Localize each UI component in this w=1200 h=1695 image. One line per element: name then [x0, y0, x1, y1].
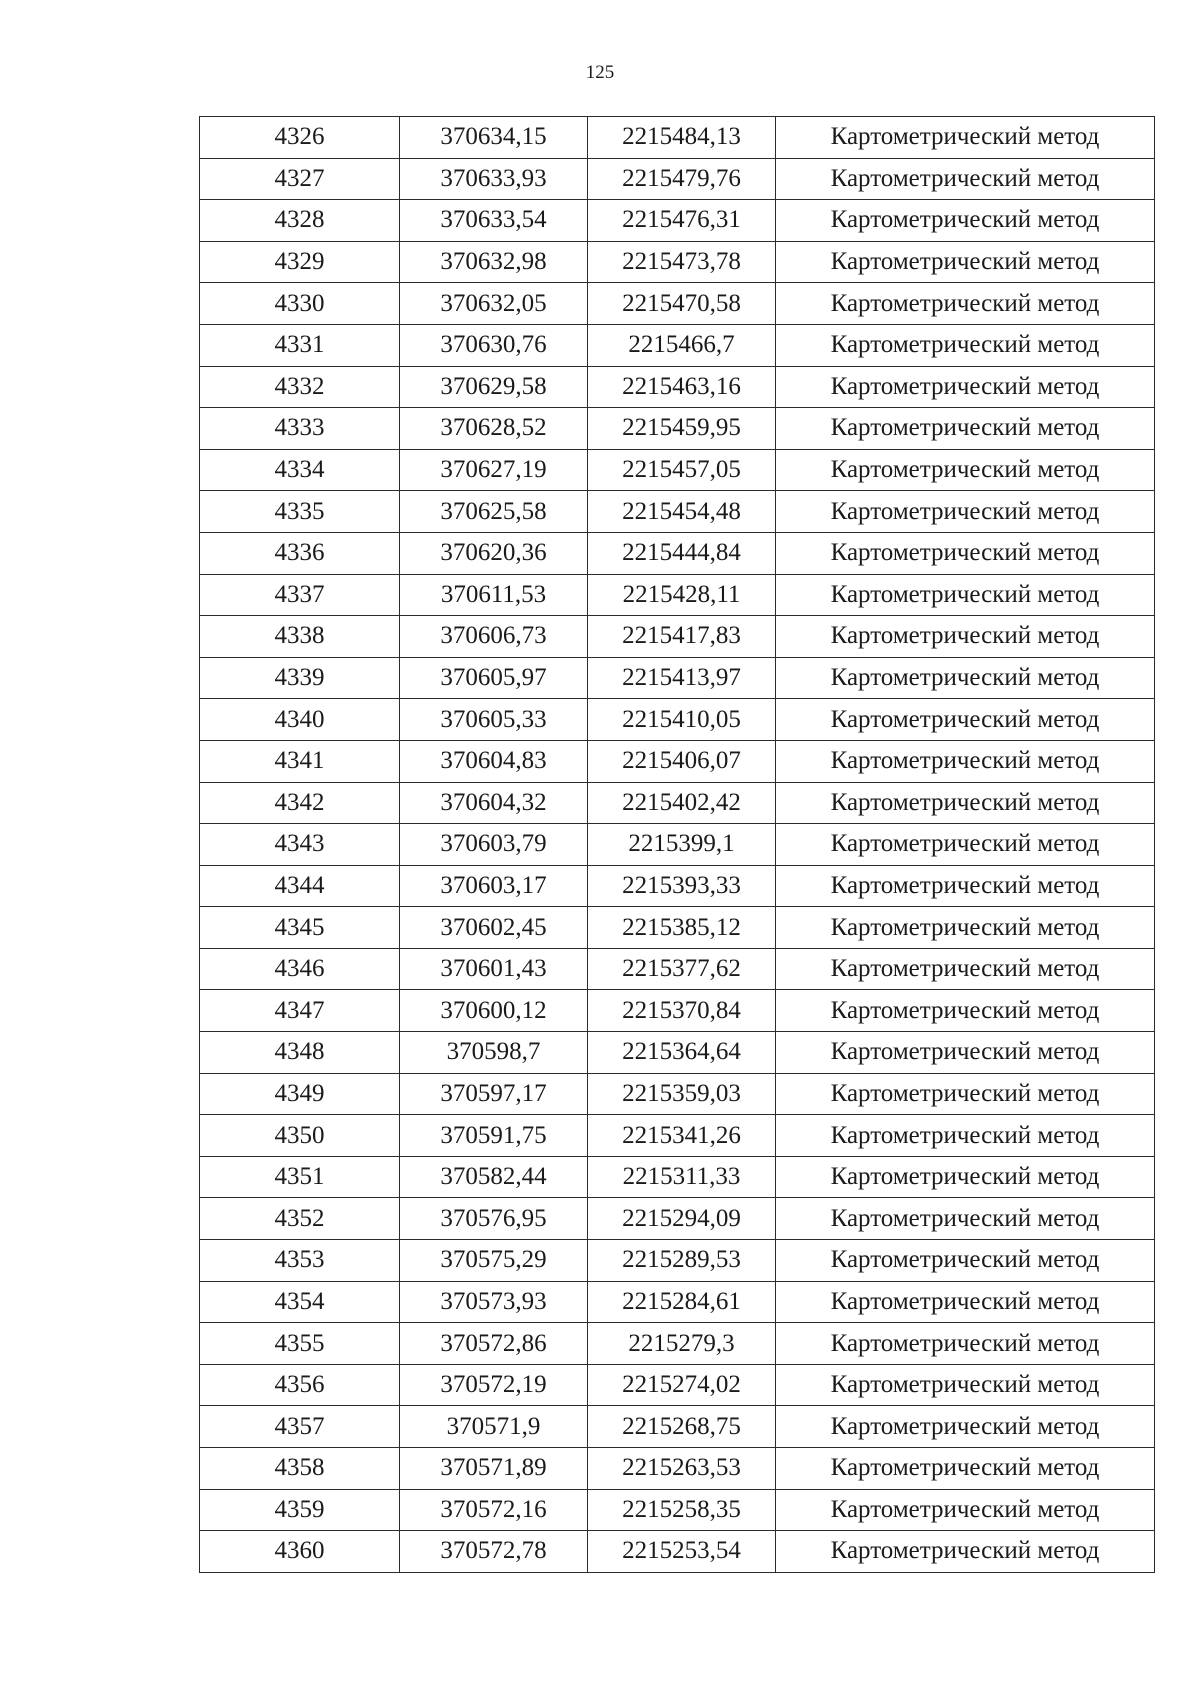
- table-row: [200, 158, 1155, 200]
- point-number-cell: 4327: [200, 158, 400, 200]
- coordinates-table: [199, 116, 1155, 1573]
- y-coordinate-cell: 2215406,07: [588, 740, 776, 782]
- point-number-cell: 4338: [200, 616, 400, 658]
- table-row: [200, 449, 1155, 491]
- y-coordinate-cell: 2215457,05: [588, 449, 776, 491]
- table-row: [200, 657, 1155, 699]
- point-number-cell: 4326: [200, 117, 400, 159]
- table-row: [200, 616, 1155, 658]
- table-row: [200, 1281, 1155, 1323]
- method-cell: Картометрический метод: [776, 865, 1155, 907]
- point-number-cell: 4345: [200, 907, 400, 949]
- table-row: [200, 1364, 1155, 1406]
- method-cell: Картометрический метод: [776, 1364, 1155, 1406]
- method-cell: Картометрический метод: [776, 449, 1155, 491]
- point-number-cell: 4328: [200, 200, 400, 242]
- x-coordinate-cell: 370603,79: [400, 824, 588, 866]
- y-coordinate-cell: 2215385,12: [588, 907, 776, 949]
- table-row: [200, 324, 1155, 366]
- x-coordinate-cell: 370597,17: [400, 1073, 588, 1115]
- method-cell: Картометрический метод: [776, 907, 1155, 949]
- point-number-cell: 4333: [200, 408, 400, 450]
- table-row: [200, 117, 1155, 159]
- method-cell: Картометрический метод: [776, 948, 1155, 990]
- method-cell: Картометрический метод: [776, 200, 1155, 242]
- method-cell: Картометрический метод: [776, 1198, 1155, 1240]
- x-coordinate-cell: 370602,45: [400, 907, 588, 949]
- method-cell: Картометрический метод: [776, 1240, 1155, 1282]
- point-number-cell: 4360: [200, 1531, 400, 1573]
- table-row: [200, 782, 1155, 824]
- table-row: [200, 1406, 1155, 1448]
- method-cell: Картометрический метод: [776, 1115, 1155, 1157]
- method-cell: Картометрический метод: [776, 241, 1155, 283]
- x-coordinate-cell: 370604,83: [400, 740, 588, 782]
- point-number-cell: 4352: [200, 1198, 400, 1240]
- table-row: [200, 532, 1155, 574]
- table-row: [200, 948, 1155, 990]
- x-coordinate-cell: 370572,16: [400, 1489, 588, 1531]
- x-coordinate-cell: 370627,19: [400, 449, 588, 491]
- method-cell: Картометрический метод: [776, 366, 1155, 408]
- method-cell: Картометрический метод: [776, 1281, 1155, 1323]
- table-row: [200, 824, 1155, 866]
- method-cell: Картометрический метод: [776, 158, 1155, 200]
- y-coordinate-cell: 2215413,97: [588, 657, 776, 699]
- x-coordinate-cell: 370606,73: [400, 616, 588, 658]
- x-coordinate-cell: 370591,75: [400, 1115, 588, 1157]
- x-coordinate-cell: 370611,53: [400, 574, 588, 616]
- point-number-cell: 4332: [200, 366, 400, 408]
- table-row: [200, 574, 1155, 616]
- method-cell: Картометрический метод: [776, 657, 1155, 699]
- x-coordinate-cell: 370571,9: [400, 1406, 588, 1448]
- point-number-cell: 4357: [200, 1406, 400, 1448]
- y-coordinate-cell: 2215274,02: [588, 1364, 776, 1406]
- table-row: [200, 200, 1155, 242]
- x-coordinate-cell: 370620,36: [400, 532, 588, 574]
- point-number-cell: 4341: [200, 740, 400, 782]
- x-coordinate-cell: 370571,89: [400, 1448, 588, 1490]
- method-cell: Картометрический метод: [776, 324, 1155, 366]
- x-coordinate-cell: 370572,86: [400, 1323, 588, 1365]
- y-coordinate-cell: 2215444,84: [588, 532, 776, 574]
- table-row: [200, 1531, 1155, 1573]
- y-coordinate-cell: 2215402,42: [588, 782, 776, 824]
- y-coordinate-cell: 2215377,62: [588, 948, 776, 990]
- method-cell: Картометрический метод: [776, 532, 1155, 574]
- table-row: [200, 283, 1155, 325]
- method-cell: Картометрический метод: [776, 1032, 1155, 1074]
- method-cell: Картометрический метод: [776, 408, 1155, 450]
- y-coordinate-cell: 2215410,05: [588, 699, 776, 741]
- page-number: 125: [585, 62, 615, 83]
- point-number-cell: 4346: [200, 948, 400, 990]
- x-coordinate-cell: 370625,58: [400, 491, 588, 533]
- table-row: [200, 699, 1155, 741]
- method-cell: Картометрический метод: [776, 491, 1155, 533]
- y-coordinate-cell: 2215359,03: [588, 1073, 776, 1115]
- table-row: [200, 1323, 1155, 1365]
- point-number-cell: 4350: [200, 1115, 400, 1157]
- y-coordinate-cell: 2215268,75: [588, 1406, 776, 1448]
- y-coordinate-cell: 2215258,35: [588, 1489, 776, 1531]
- y-coordinate-cell: 2215459,95: [588, 408, 776, 450]
- y-coordinate-cell: 2215484,13: [588, 117, 776, 159]
- table-row: [200, 1032, 1155, 1074]
- table-row: [200, 366, 1155, 408]
- y-coordinate-cell: 2215393,33: [588, 865, 776, 907]
- y-coordinate-cell: 2215470,58: [588, 283, 776, 325]
- method-cell: Картометрический метод: [776, 1531, 1155, 1573]
- x-coordinate-cell: 370582,44: [400, 1156, 588, 1198]
- x-coordinate-cell: 370632,98: [400, 241, 588, 283]
- table-row: [200, 1489, 1155, 1531]
- x-coordinate-cell: 370573,93: [400, 1281, 588, 1323]
- point-number-cell: 4335: [200, 491, 400, 533]
- table-row: [200, 740, 1155, 782]
- y-coordinate-cell: 2215364,64: [588, 1032, 776, 1074]
- x-coordinate-cell: 370634,15: [400, 117, 588, 159]
- method-cell: Картометрический метод: [776, 1073, 1155, 1115]
- table-row: [200, 1156, 1155, 1198]
- x-coordinate-cell: 370598,7: [400, 1032, 588, 1074]
- table-row: [200, 990, 1155, 1032]
- x-coordinate-cell: 370628,52: [400, 408, 588, 450]
- method-cell: Картометрический метод: [776, 990, 1155, 1032]
- y-coordinate-cell: 2215479,76: [588, 158, 776, 200]
- y-coordinate-cell: 2215476,31: [588, 200, 776, 242]
- x-coordinate-cell: 370605,33: [400, 699, 588, 741]
- y-coordinate-cell: 2215473,78: [588, 241, 776, 283]
- point-number-cell: 4343: [200, 824, 400, 866]
- point-number-cell: 4349: [200, 1073, 400, 1115]
- y-coordinate-cell: 2215370,84: [588, 990, 776, 1032]
- method-cell: Картометрический метод: [776, 1448, 1155, 1490]
- point-number-cell: 4356: [200, 1364, 400, 1406]
- point-number-cell: 4340: [200, 699, 400, 741]
- table-row: [200, 1240, 1155, 1282]
- y-coordinate-cell: 2215463,16: [588, 366, 776, 408]
- x-coordinate-cell: 370633,93: [400, 158, 588, 200]
- point-number-cell: 4342: [200, 782, 400, 824]
- method-cell: Картометрический метод: [776, 1489, 1155, 1531]
- y-coordinate-cell: 2215417,83: [588, 616, 776, 658]
- x-coordinate-cell: 370572,19: [400, 1364, 588, 1406]
- table-row: [200, 865, 1155, 907]
- x-coordinate-cell: 370575,29: [400, 1240, 588, 1282]
- y-coordinate-cell: 2215428,11: [588, 574, 776, 616]
- y-coordinate-cell: 2215294,09: [588, 1198, 776, 1240]
- point-number-cell: 4331: [200, 324, 400, 366]
- x-coordinate-cell: 370603,17: [400, 865, 588, 907]
- coordinates-table-body: [200, 117, 1155, 1573]
- table-row: [200, 491, 1155, 533]
- table-row: [200, 1115, 1155, 1157]
- x-coordinate-cell: 370572,78: [400, 1531, 588, 1573]
- method-cell: Картометрический метод: [776, 1406, 1155, 1448]
- method-cell: Картометрический метод: [776, 699, 1155, 741]
- x-coordinate-cell: 370604,32: [400, 782, 588, 824]
- point-number-cell: 4358: [200, 1448, 400, 1490]
- table-row: [200, 1073, 1155, 1115]
- point-number-cell: 4334: [200, 449, 400, 491]
- y-coordinate-cell: 2215279,3: [588, 1323, 776, 1365]
- point-number-cell: 4336: [200, 532, 400, 574]
- table-row: [200, 907, 1155, 949]
- x-coordinate-cell: 370633,54: [400, 200, 588, 242]
- method-cell: Картометрический метод: [776, 117, 1155, 159]
- table-row: [200, 408, 1155, 450]
- y-coordinate-cell: 2215284,61: [588, 1281, 776, 1323]
- point-number-cell: 4339: [200, 657, 400, 699]
- point-number-cell: 4359: [200, 1489, 400, 1531]
- y-coordinate-cell: 2215263,53: [588, 1448, 776, 1490]
- point-number-cell: 4355: [200, 1323, 400, 1365]
- point-number-cell: 4330: [200, 283, 400, 325]
- x-coordinate-cell: 370605,97: [400, 657, 588, 699]
- x-coordinate-cell: 370630,76: [400, 324, 588, 366]
- method-cell: Картометрический метод: [776, 574, 1155, 616]
- point-number-cell: 4348: [200, 1032, 400, 1074]
- y-coordinate-cell: 2215311,33: [588, 1156, 776, 1198]
- y-coordinate-cell: 2215399,1: [588, 824, 776, 866]
- point-number-cell: 4353: [200, 1240, 400, 1282]
- y-coordinate-cell: 2215253,54: [588, 1531, 776, 1573]
- y-coordinate-cell: 2215341,26: [588, 1115, 776, 1157]
- point-number-cell: 4351: [200, 1156, 400, 1198]
- x-coordinate-cell: 370576,95: [400, 1198, 588, 1240]
- point-number-cell: 4347: [200, 990, 400, 1032]
- table-row: [200, 1448, 1155, 1490]
- point-number-cell: 4337: [200, 574, 400, 616]
- x-coordinate-cell: 370632,05: [400, 283, 588, 325]
- method-cell: Картометрический метод: [776, 616, 1155, 658]
- x-coordinate-cell: 370601,43: [400, 948, 588, 990]
- method-cell: Картометрический метод: [776, 1323, 1155, 1365]
- method-cell: Картометрический метод: [776, 782, 1155, 824]
- y-coordinate-cell: 2215454,48: [588, 491, 776, 533]
- method-cell: Картометрический метод: [776, 824, 1155, 866]
- method-cell: Картометрический метод: [776, 283, 1155, 325]
- table-row: [200, 1198, 1155, 1240]
- y-coordinate-cell: 2215289,53: [588, 1240, 776, 1282]
- point-number-cell: 4344: [200, 865, 400, 907]
- point-number-cell: 4354: [200, 1281, 400, 1323]
- y-coordinate-cell: 2215466,7: [588, 324, 776, 366]
- table-row: [200, 241, 1155, 283]
- x-coordinate-cell: 370629,58: [400, 366, 588, 408]
- method-cell: Картометрический метод: [776, 1156, 1155, 1198]
- method-cell: Картометрический метод: [776, 740, 1155, 782]
- point-number-cell: 4329: [200, 241, 400, 283]
- x-coordinate-cell: 370600,12: [400, 990, 588, 1032]
